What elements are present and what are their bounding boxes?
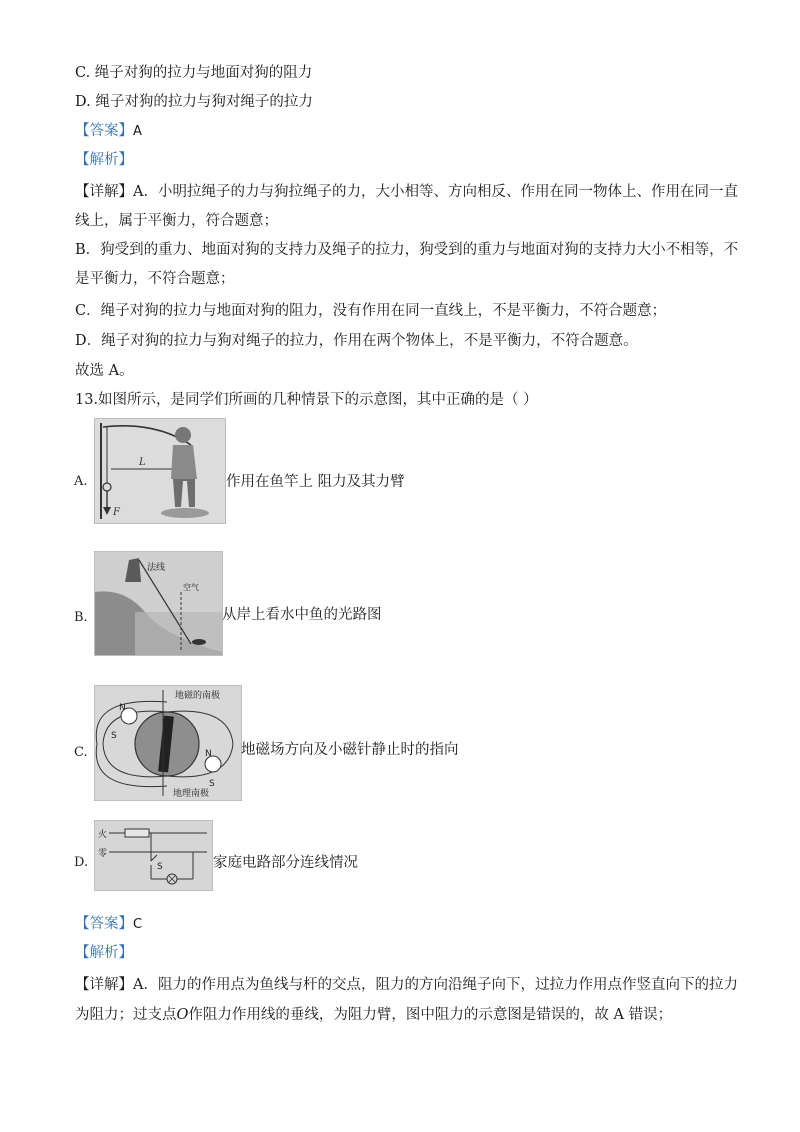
answer-value: A bbox=[133, 124, 142, 139]
q13-analysis-label: 【解析】 bbox=[75, 945, 133, 961]
detail-line-2: 线上，属于平衡力，符合题意； bbox=[75, 213, 278, 229]
answer-line bbox=[75, 121, 142, 142]
option-a-caption: 作用在鱼竿上 阻力及其力臂 bbox=[226, 474, 405, 490]
q13-detail-text-2a: 为阻力；过支点 bbox=[75, 1007, 177, 1023]
detail-label: 【详解】 bbox=[75, 184, 133, 200]
detail-line-3: B．狗受到的重力、地面对狗的支持力及绳子的拉力，狗受到的重力与地面对狗的支持力大小不相等，不 bbox=[75, 242, 739, 258]
figure-b-label-normal: 法线 bbox=[147, 563, 166, 573]
figure-a-label-l: L bbox=[139, 457, 146, 468]
option-c-text: C. 绳子对狗的拉力与地面对狗的阻力 bbox=[75, 65, 313, 81]
figure-c-label-geographic-south: 地理南极 bbox=[173, 789, 210, 799]
answer-label: 【答案】 bbox=[75, 123, 133, 139]
detail-line-4: 是平衡力，不符合题意； bbox=[75, 271, 235, 287]
figure-c-label-magnetic-south: 地磁的南极 bbox=[175, 691, 221, 701]
q13-detail-line-2 bbox=[75, 1005, 672, 1025]
q13-answer-line bbox=[75, 914, 142, 935]
compass-1-n: N bbox=[119, 703, 126, 713]
option-c-caption: 地磁场方向及小磁针静止时的指向 bbox=[241, 742, 459, 758]
option-d-caption: 家庭电路部分连线情况 bbox=[213, 855, 358, 871]
detail-line-7: 故选 A。 bbox=[75, 363, 134, 379]
q13-answer-label: 【答案】 bbox=[75, 916, 133, 932]
light-path-figure bbox=[94, 551, 223, 656]
option-a-letter: A. bbox=[74, 474, 88, 489]
fulcrum-symbol: O bbox=[176, 1007, 189, 1023]
detail-text: A．小明拉绳子的力与狗拉绳子的力，大小相等、方向相反、作用在同一物体上、作用在同一直 bbox=[133, 184, 738, 200]
figure-d-label-live: 火 bbox=[98, 830, 108, 840]
analysis-label: 【解析】 bbox=[75, 152, 133, 168]
compass-2-n: N bbox=[205, 749, 212, 759]
option-d-letter: D. bbox=[74, 855, 89, 870]
geomagnetic-field-figure bbox=[94, 685, 242, 801]
detail-line-5: C．绳子对狗的拉力与地面对狗的阻力，没有作用在同一直线上，不是平衡力，不符合题意； bbox=[75, 303, 667, 319]
q13-detail-line-1 bbox=[75, 975, 738, 995]
figure-a-label-f: F bbox=[113, 507, 120, 518]
figure-b-label-air: 空气 bbox=[183, 583, 199, 592]
figure-d-label-switch: S bbox=[157, 862, 163, 872]
option-d-text: D. 绳子对狗的拉力与狗对绳子的拉力 bbox=[75, 94, 313, 110]
q13-detail-label: 【详解】 bbox=[75, 977, 133, 993]
household-circuit-figure bbox=[94, 820, 213, 891]
q13-answer-value: C bbox=[133, 917, 143, 932]
detail-line-1 bbox=[75, 182, 738, 202]
fishing-rod-figure bbox=[94, 418, 226, 524]
compass-2-s: S bbox=[209, 779, 215, 789]
option-c-letter: C. bbox=[74, 745, 88, 760]
q13-detail-text: A．阻力的作用点为鱼线与杆的交点，阻力的方向沿绳子向下，过拉力作用点作竖直向下的拉力 bbox=[133, 977, 738, 993]
option-b-caption: 从岸上看水中鱼的光路图 bbox=[222, 607, 382, 623]
q13-detail-text-2b: 作阻力作用线的垂线，为阻力臂，图中阻力的示意图是错误的，故 A 错误； bbox=[188, 1007, 673, 1023]
question-13-stem: 13.如图所示，是同学们所画的几种情景下的示意图，其中正确的是（ ） bbox=[75, 392, 538, 408]
detail-line-6: D．绳子对狗的拉力与狗对绳子的拉力，作用在两个物体上，不是平衡力，不符合题意。 bbox=[75, 333, 638, 349]
figure-d-label-neutral: 零 bbox=[98, 849, 108, 859]
compass-1-s: S bbox=[111, 731, 117, 741]
option-b-letter: B. bbox=[74, 610, 88, 625]
